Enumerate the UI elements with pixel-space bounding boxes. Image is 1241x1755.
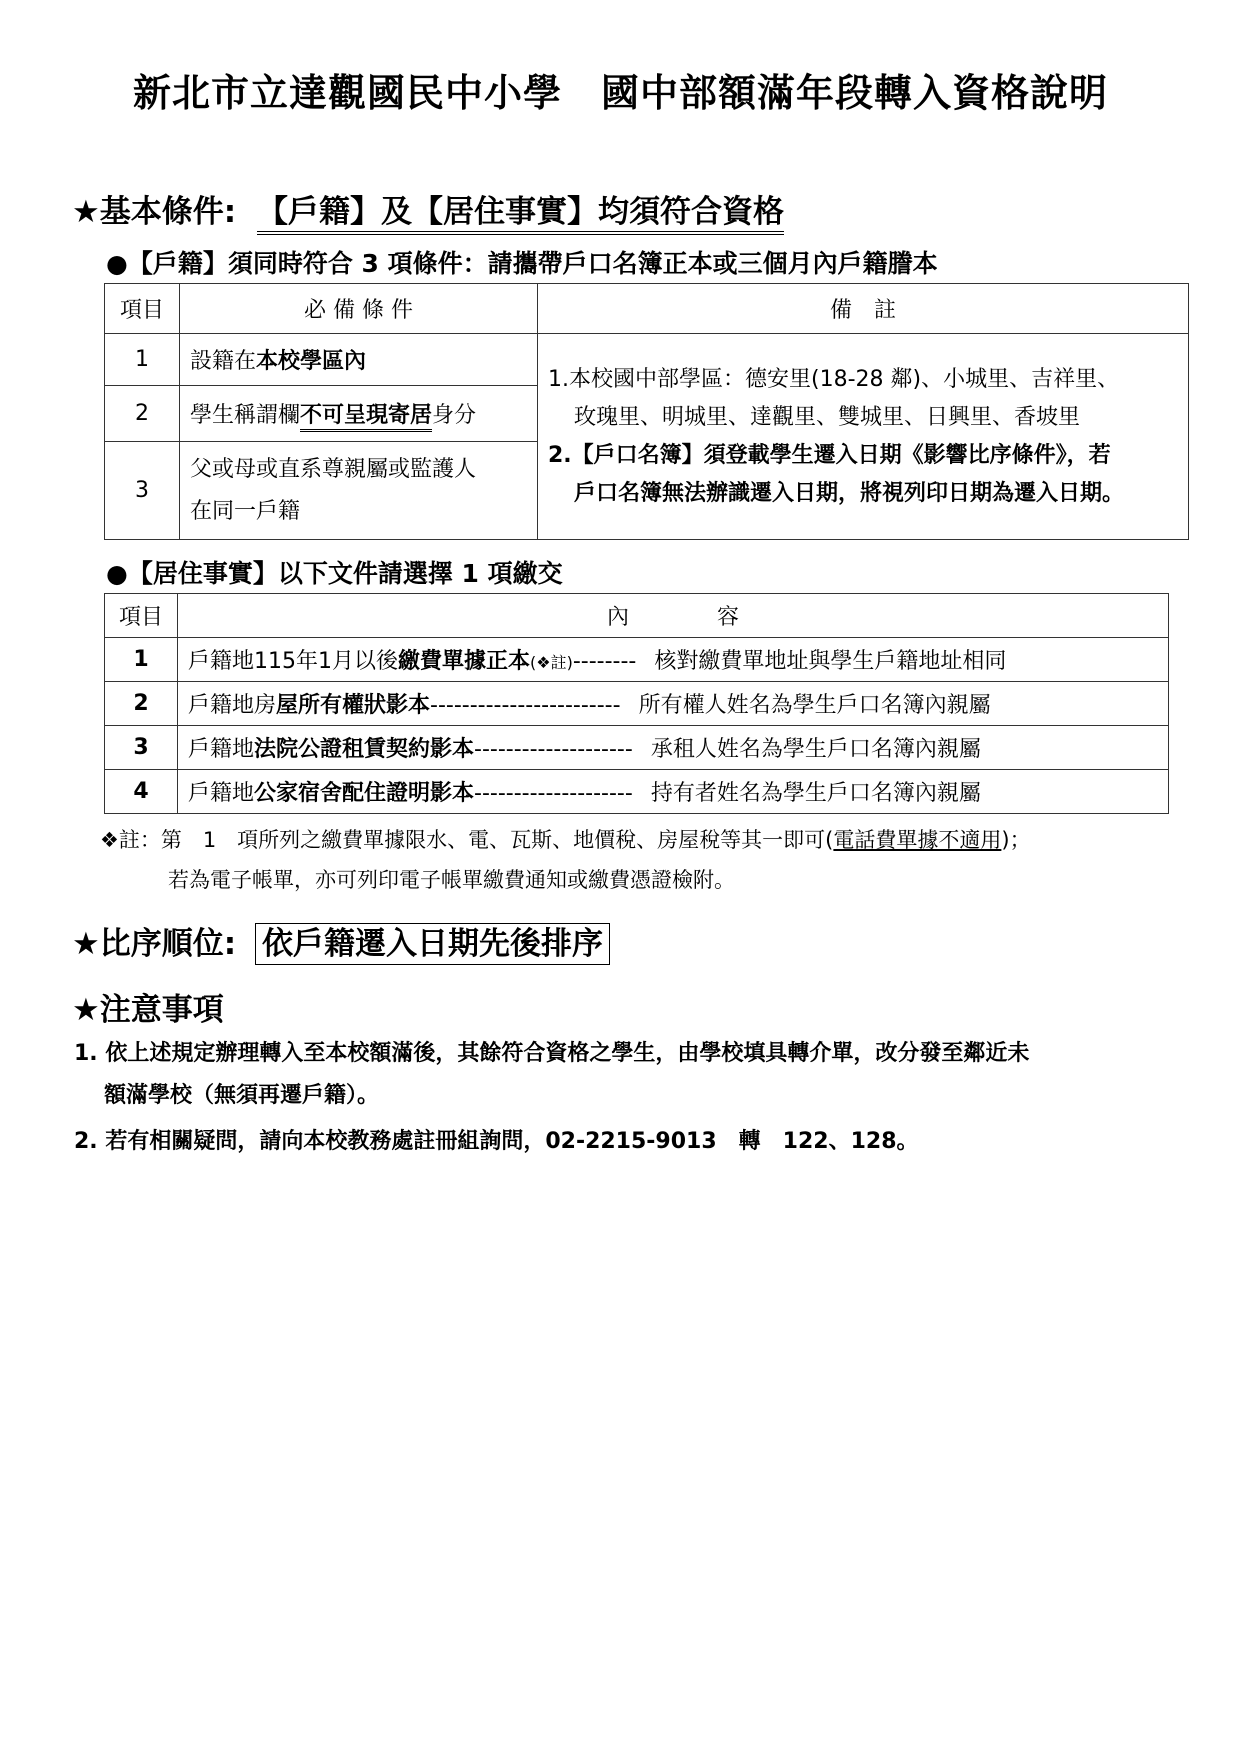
leader-dashes: -------------------- [474, 781, 633, 806]
notice-item-1: 1. 依上述規定辦理轉入至本校額滿後，其餘符合資格之學生，由學校填具轉介單，改分發至鄰近未 [74, 1041, 1030, 1066]
condition-cell [180, 442, 538, 540]
table-row [105, 726, 1169, 770]
content-cell [178, 638, 1169, 682]
table-header-row [105, 284, 1189, 334]
table-row [105, 638, 1169, 682]
condition-text: 身分 [432, 403, 477, 428]
note-underlined: 電話費單據不適用 [833, 828, 1002, 852]
remark-line: 1.本校國中部學區：德安里(18-28 鄰)、小城里、吉祥里、 [548, 366, 1120, 392]
content-text: 戶籍地房 [188, 693, 277, 718]
note-text: )； [1001, 828, 1031, 852]
content-text: 戶籍地115年1月以後 [188, 649, 398, 674]
row-number: 4 [105, 770, 178, 814]
table-row [105, 682, 1169, 726]
household-table [104, 283, 1189, 540]
content-bold: 公家宿舍配住證明影本 [254, 781, 475, 806]
content-bold: 繳費單據正本 [398, 649, 531, 674]
residence-table [104, 593, 1169, 814]
notice-heading: ★注意事項 [72, 992, 224, 1028]
condition-text: 在同一戶籍 [190, 498, 301, 524]
ranking-label: ★比序順位: [72, 926, 237, 962]
row-number: 2 [105, 682, 178, 726]
content-text: 戶籍地 [188, 737, 255, 762]
condition-text: 父或母或直系尊親屬或監護人 [190, 456, 477, 482]
content-bold: 屋所有權狀影本 [276, 693, 431, 718]
notice-item-1-cont: 額滿學校（無須再遷戶籍）。 [104, 1083, 380, 1108]
header-remark: 備 註 [538, 284, 1189, 334]
residence-heading: ●【居住事實】以下文件請選擇 1 項繳交 [106, 559, 563, 588]
condition-text: 設籍在 [190, 349, 257, 374]
row-number: 3 [105, 726, 178, 770]
content-cell [178, 726, 1169, 770]
table-row [105, 770, 1169, 814]
header-item: 項目 [105, 284, 180, 334]
remark-line: 玫瑰里、明城里、達觀里、雙城里、日興里、香坡里 [574, 404, 1081, 430]
row-number: 1 [105, 334, 180, 386]
header-content: 內 容 [178, 594, 1169, 638]
condition-bold: 本校學區內 [256, 349, 367, 374]
ranking-content: 依戶籍遷入日期先後排序 [255, 923, 610, 965]
basic-conditions-heading [72, 186, 784, 231]
note-text: ❖註：第 1 項所列之繳費單據限水、電、瓦斯、地價稅、房屋稅等其一即可( [100, 828, 834, 852]
header-condition: 必 備 條 件 [180, 284, 538, 334]
basic-conditions-label: ★基本條件: [72, 194, 237, 230]
content-cell [178, 770, 1169, 814]
remark-cell [538, 334, 1189, 540]
household-heading: ●【戶籍】須同時符合 3 項條件：請攜帶戶口名簿正本或三個月內戶籍謄本 [106, 249, 938, 278]
condition-text: 學生稱謂欄 [190, 403, 301, 428]
residence-note-line2: 若為電子帳單，亦可列印電子帳單繳費通知或繳費憑證檢附。 [168, 868, 735, 892]
remark-line: 戶口名簿無法辦識遷入日期，將視列印日期為遷入日期。 [574, 480, 1125, 506]
row-number: 1 [105, 638, 178, 682]
table-row [105, 334, 1189, 386]
leader-dashes: ------------------------ [430, 693, 621, 718]
basic-conditions-content: 【戶籍】及【居住事實】均須符合資格 [257, 194, 784, 235]
content-description: 持有者姓名為學生戶口名簿內親屬 [650, 781, 981, 806]
condition-cell [180, 386, 538, 442]
remark-line: 2.【戶口名簿】須登載學生遷入日期《影響比序條件》，若 [548, 442, 1111, 468]
content-description: 所有權人姓名為學生戶口名簿內親屬 [638, 693, 991, 718]
row-number: 3 [105, 442, 180, 540]
content-text: 戶籍地 [188, 781, 255, 806]
page-title: 新北市立達觀國民中小學 國中部額滿年段轉入資格說明 [132, 71, 1108, 115]
row-number: 2 [105, 386, 180, 442]
note-marker: (❖註) [530, 653, 573, 672]
leader-dashes: -------------------- [474, 737, 633, 762]
leader-dashes: -------- [572, 649, 637, 674]
condition-cell [180, 334, 538, 386]
ranking-heading [72, 918, 610, 963]
content-description: 承租人姓名為學生戶口名簿內親屬 [650, 737, 981, 762]
table-header-row [105, 594, 1169, 638]
content-bold: 法院公證租賃契約影本 [254, 737, 475, 762]
header-item: 項目 [105, 594, 178, 638]
condition-bold: 不可呈現寄居 [300, 403, 432, 432]
notice-item-2: 2. 若有相關疑問，請向本校教務處註冊組詢問，02-2215-9013 轉 122、128。 [74, 1129, 919, 1154]
residence-note [100, 824, 1031, 854]
content-description: 核對繳費單地址與學生戶籍地址相同 [654, 649, 1007, 674]
content-cell [178, 682, 1169, 726]
